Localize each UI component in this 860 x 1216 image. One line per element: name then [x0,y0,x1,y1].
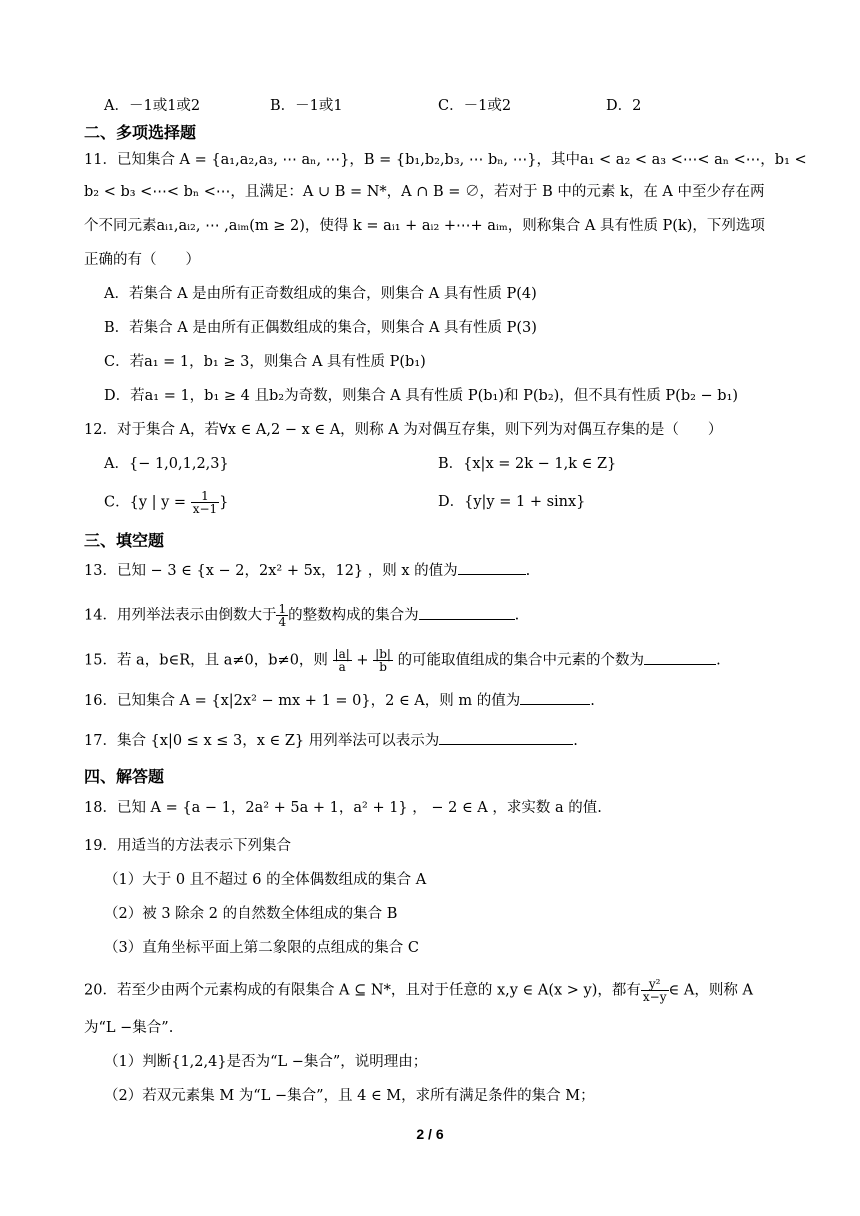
fraction-denominator: b [379,660,387,674]
q11-line1: 11．已知集合 A = {a₁,a₂,a₃, ⋯ aₙ, ⋯}，B = {b₁,b₂,b₃, ⋯ bₙ, ⋯}，其中a₁ < a₂ < a₃ <⋯< aₙ <⋯，b₁ < [84,152,807,168]
q10-option-b: B．－1或1 [270,98,343,114]
fraction-denominator: x−y [642,990,667,1004]
q14-text: 14．用列举法表示由倒数大于 [84,607,277,624]
q20-part2: （2）若双元素集 M 为“L −集合”，且 4 ∈ M，求所有满足条件的集合 M； [104,1088,595,1104]
q15-text: 15．若 a，b∈R，且 a≠0，b≠0，则 [84,652,328,669]
q15-text-mid: 的可能取值组成的集合中元素的个数为 [397,652,645,669]
q11-line2: b₂ < b₃ <⋯< bₙ <⋯，且满足：A ∪ B = N*，A ∩ B = ∅，若对于 B 中的元素 k，在 A 中至少存在两 [84,184,765,200]
q17 [84,730,578,751]
q11-option-b: B．若集合 A 是由所有正偶数组成的集合，则集合 A 具有性质 P(3) [104,320,537,336]
q12-stem: 12．对于集合 A，若∀x ∈ A,2 − x ∈ A，则称 A 为对偶互存集，则下列为对偶互存集的是（ ） [84,422,723,438]
q20-line2: 为“L −集合”. [84,1020,174,1036]
q10-option-a: A．－1或1或2 [104,98,201,114]
answer-blank[interactable] [644,650,716,665]
q20-text-post: ∈ A，则称 A [668,982,753,999]
q20-text: 20．若至少由两个元素构成的有限集合 A ⊆ N*，且对于任意的 x,y ∈ A(x > y)，都有 [84,982,641,999]
q14-fraction [276,603,288,628]
q17-period: . [573,733,578,749]
answer-blank[interactable] [439,730,573,745]
q15-fraction-b [373,648,393,673]
section-heading-answer: 四、解答题 [84,767,165,786]
section-heading-fill-in: 三、填空题 [84,531,165,550]
q12-option-c [104,490,228,515]
q19-part3: （3）直角坐标平面上第二象限的点组成的集合 C [104,940,419,956]
plus-sign: + [356,652,369,669]
q12-option-d: D．{y|y = 1 + sinx} [438,494,586,510]
q17-text: 17．集合 {x|0 ≤ x ≤ 3，x ∈ Z} 用列举法可以表示为 [84,733,440,749]
q11-option-c: C．若a₁ = 1，b₁ ≥ 3，则集合 A 具有性质 P(b₁) [104,354,426,370]
fraction-denominator: a [338,660,346,674]
answer-blank[interactable] [419,605,515,620]
q12-option-b: B．{x|x = 2k − 1,k ∈ Z} [438,456,617,472]
fraction-denominator: x−1 [192,502,218,516]
q20-fraction [641,978,669,1003]
fraction-numerator: y² [641,978,669,991]
q13 [84,560,530,581]
fraction-numerator: 1 [278,602,287,616]
q12-option-c-suffix: } [219,494,229,511]
q15-fraction-a [333,648,352,673]
answer-blank[interactable] [520,690,590,705]
q16-text: 16．已知集合 A = {x|2x² − mx + 1 = 0}，2 ∈ A，则 m 的值为 [84,693,521,709]
q20-part1: （1）判断{1,2,4}是否为“L −集合”，说明理由； [104,1054,428,1070]
q12-option-c-prefix: C．{y | y = [104,494,187,511]
fraction-numerator: 1 [191,490,219,503]
q11-line3: 个不同元素aᵢ₁,aᵢ₂, ⋯ ,aᵢₘ(m ≥ 2)，使得 k = aᵢ₁ + aᵢ₂ +⋯+ aᵢₘ，则称集合 A 具有性质 P(k)，下列选项 [84,218,765,234]
q11-option-a: A．若集合 A 是由所有正奇数组成的集合，则集合 A 具有性质 P(4) [104,286,537,302]
q16 [84,690,595,711]
q14 [84,603,519,628]
q18: 18．已知 A = {a − 1，2a² + 5a + 1，a² + 1} ， − 2 ∈ A ，求实数 a 的值. [84,800,602,816]
q20-line1 [84,978,753,1003]
q15 [84,648,721,673]
page-number: 2 / 6 [416,1126,444,1142]
q13-period: . [525,563,531,579]
fraction-denominator: 4 [278,615,287,629]
fraction-numerator: |b| [375,647,391,661]
q12-option-c-fraction [191,490,219,515]
q19-stem: 19．用适当的方法表示下列集合 [84,838,291,854]
q15-period: . [716,652,721,669]
q11-line4: 正确的有（ ） [84,252,200,268]
q14-period: . [514,607,520,624]
q10-option-d: D．2 [606,98,642,114]
q19-part1: （1）大于 0 且不超过 6 的全体偶数组成的集合 A [104,872,427,888]
q19-part2: （2）被 3 除余 2 的自然数全体组成的集合 B [104,906,398,922]
section-heading-multiple-choice: 二、多项选择题 [84,123,197,142]
q13-text: 13．已知 − 3 ∈ {x − 2，2x² + 5x，12} ，则 x 的值为 [84,563,458,579]
fraction-numerator: |a| [334,647,350,661]
q11-option-d: D．若a₁ = 1，b₁ ≥ 4 且b₂为奇数，则集合 A 具有性质 P(b₁)和 P(b₂)，但不具有性质 P(b₂ − b₁) [104,388,739,404]
q12-option-a: A．{− 1,0,1,2,3} [104,456,229,472]
q10-option-c: C．－1或2 [438,98,512,114]
answer-blank[interactable] [458,560,526,575]
q14-text-mid: 的整数构成的集合为 [288,607,419,624]
q16-period: . [590,693,595,709]
